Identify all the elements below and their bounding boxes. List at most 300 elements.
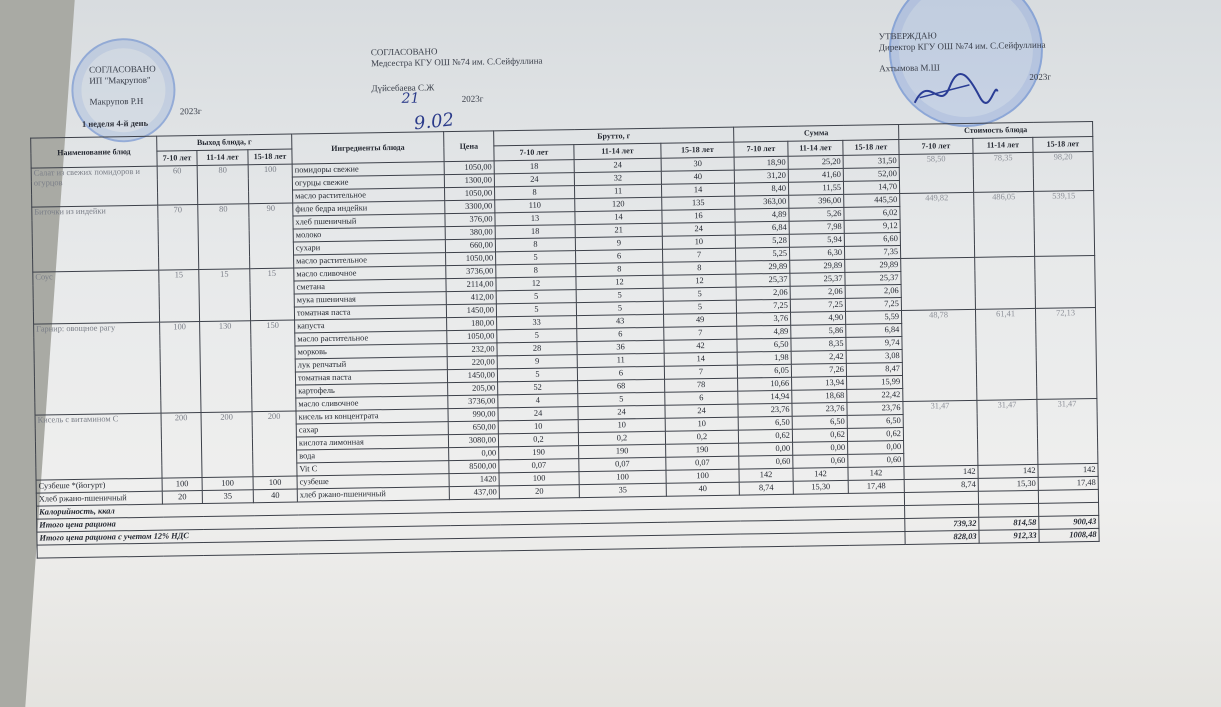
dish-name: Сузбеше *(йогурт) — [36, 478, 162, 493]
ingredient-gross: 5 — [663, 287, 736, 301]
ingredient-gross: 49 — [664, 313, 737, 327]
ingredient-sum: 142 — [848, 466, 904, 480]
ingredient-gross: 190 — [499, 446, 579, 460]
ingredient-gross: 5 — [496, 251, 576, 265]
ingredient-sum: 10,66 — [738, 377, 792, 391]
ingredient-price: 3736,00 — [448, 395, 498, 409]
ingredient-sum: 6,02 — [844, 207, 900, 221]
ingredient-sum: 25,37 — [790, 272, 845, 286]
ingredient-name: капуста — [295, 318, 447, 333]
ingredient-sum: 7,35 — [844, 246, 900, 260]
ingredient-gross: 9 — [575, 236, 662, 250]
ingredient-gross: 42 — [664, 339, 737, 353]
ingredient-sum: 0,62 — [847, 427, 903, 441]
ingredient-sum: 31,50 — [843, 155, 899, 169]
ingredient-sum: 2,06 — [736, 286, 790, 300]
ingredient-gross: 14 — [575, 210, 662, 224]
dish-cost: 58,50 — [899, 153, 974, 193]
header-age: 15-18 лет — [248, 149, 292, 165]
dish-cost — [1035, 255, 1096, 308]
ingredient-gross: 10 — [498, 420, 578, 434]
ingredient-sum: 6,84 — [735, 221, 789, 235]
ingredient-sum: 23,76 — [792, 402, 847, 416]
ingredient-price: 1450,00 — [446, 304, 496, 318]
dish-output: 200 — [252, 411, 297, 477]
header-age: 15-18 лет — [1033, 136, 1093, 152]
ingredient-price: 650,00 — [448, 421, 498, 435]
dish-name: Кисель с витамином С — [35, 413, 162, 480]
ingredient-gross: 8 — [576, 262, 663, 276]
ingredient-gross: 100 — [499, 472, 579, 486]
dish-output: 70 — [158, 205, 199, 271]
ingredient-sum: 142 — [793, 467, 848, 481]
ingredient-sum: 23,76 — [738, 403, 792, 417]
ingredient-gross: 14 — [661, 183, 734, 197]
ingredient-gross: 68 — [578, 379, 665, 393]
dish-output: 200 — [161, 413, 202, 479]
ingredient-gross: 5 — [497, 329, 577, 343]
dish-output: 90 — [249, 203, 294, 269]
ingredient-gross: 33 — [497, 316, 577, 330]
ingredient-sum: 7,25 — [736, 299, 790, 313]
dish-cost — [975, 256, 1036, 309]
ingredient-sum: 396,00 — [789, 194, 844, 208]
total-row-value — [1039, 502, 1099, 516]
header-age: 7-10 лет — [734, 141, 788, 157]
ingredient-gross: 8 — [496, 264, 576, 278]
ingredient-gross: 6 — [576, 249, 663, 263]
dish-output: 35 — [202, 490, 253, 504]
total-row-value — [905, 504, 979, 518]
dish-output: 80 — [198, 204, 250, 270]
ingredient-name: помидоры свежие — [292, 162, 444, 177]
dish-cost: 539,15 — [1034, 190, 1095, 256]
ingredient-gross: 35 — [579, 483, 666, 497]
ingredient-sum: 22,42 — [847, 388, 903, 402]
approval-mid-date-row — [372, 92, 544, 107]
calories-row-value — [978, 490, 1038, 504]
ingredient-sum: 31,20 — [734, 169, 788, 183]
ingredient-price: 1050,00 — [447, 330, 497, 344]
ingredient-gross: 32 — [574, 171, 661, 185]
total-row-value — [979, 503, 1039, 517]
dish-cost: 31,47 — [1037, 398, 1098, 464]
approval-left-date: 2023г — [179, 105, 202, 117]
ingredient-price: 0,00 — [449, 447, 499, 461]
dish-name: Гарнир: овощное рагу — [34, 322, 161, 415]
ingredient-gross: 7 — [664, 365, 737, 379]
ingredient-sum: 6,60 — [844, 233, 900, 247]
header-age: 7-10 лет — [494, 145, 574, 161]
ingredient-gross: 6 — [577, 366, 664, 380]
ingredient-gross: 5 — [497, 368, 577, 382]
ingredient-name: хлеб пшеничный — [293, 214, 445, 229]
ingredient-sum: 14,94 — [738, 390, 792, 404]
ingredient-sum: 0,00 — [739, 442, 793, 456]
ingredient-gross: 5 — [576, 301, 663, 315]
ingredient-sum: 142 — [739, 468, 793, 482]
ingredient-sum: 25,20 — [788, 155, 843, 169]
header-age: 11-14 лет — [574, 143, 661, 159]
ingredient-sum: 2,42 — [791, 350, 846, 364]
ingredient-name: картофель — [296, 383, 448, 398]
ingredient-sum: 5,28 — [735, 234, 789, 248]
ingredient-sum: 1,98 — [737, 351, 791, 365]
ingredient-gross: 21 — [575, 223, 662, 237]
ingredient-sum: 0,60 — [848, 453, 904, 467]
ingredient-sum: 6,84 — [846, 324, 902, 338]
ingredient-gross: 13 — [495, 212, 575, 226]
ingredient-price: 8500,00 — [449, 460, 499, 474]
dish-output: 60 — [157, 166, 198, 206]
ingredient-gross: 190 — [579, 444, 666, 458]
ingredient-gross: 16 — [662, 209, 735, 223]
ingredient-sum: 6,30 — [789, 246, 844, 260]
header-sum: Сумма — [734, 125, 899, 143]
ingredient-price: 205,00 — [448, 382, 498, 396]
ingredient-gross: 12 — [496, 277, 576, 291]
header-age: 11-14 лет — [197, 150, 248, 166]
ingredient-gross: 40 — [666, 482, 739, 496]
ingredient-price: 3080,00 — [448, 434, 498, 448]
ingredient-price: 1300,00 — [444, 174, 494, 188]
dish-cost: 15,30 — [978, 477, 1038, 491]
ingredient-gross: 7 — [664, 326, 737, 340]
total-vat-row-value: 739,32 — [905, 517, 979, 531]
dish-output: 40 — [253, 489, 297, 503]
dish-output: 100 — [253, 476, 297, 490]
total-vat-row-value: 900,43 — [1039, 515, 1099, 529]
ingredient-name: молоко — [293, 227, 445, 242]
ingredient-sum: 5,26 — [789, 207, 844, 221]
ingredient-name: масло сливочное — [296, 396, 448, 411]
dish-name: Соус — [33, 270, 160, 324]
ingredient-sum: 5,86 — [791, 324, 846, 338]
ingredient-gross: 6 — [577, 327, 664, 341]
ingredient-name: масло растительное — [293, 188, 445, 203]
ingredient-sum: 0,60 — [739, 455, 793, 469]
ingredient-price: 376,00 — [445, 213, 495, 227]
header-age: 11-14 лет — [973, 137, 1033, 153]
header-dish-name: Наименование блюд — [31, 136, 157, 168]
ingredient-sum: 23,76 — [847, 401, 903, 415]
ingredient-name: масло растительное — [295, 331, 447, 346]
ingredient-name: масло сливочное — [294, 266, 446, 281]
dish-output: 100 — [202, 477, 253, 491]
approval-left-person: Макрупов Р.Н — [89, 95, 144, 107]
ingredient-gross: 0,2 — [498, 433, 578, 447]
ingredient-sum: 25,37 — [736, 273, 790, 287]
ingredient-gross: 24 — [665, 404, 738, 418]
ingredient-price: 1050,00 — [444, 161, 494, 175]
ingredient-gross: 20 — [499, 485, 579, 499]
ingredient-gross: 8 — [495, 238, 575, 252]
ingredient-gross: 100 — [579, 470, 666, 484]
ingredient-sum: 8,74 — [739, 481, 793, 495]
dish-cost: 142 — [1038, 463, 1098, 477]
dish-cost: 31,47 — [977, 399, 1038, 465]
ingredient-sum: 4,89 — [737, 325, 791, 339]
ingredient-sum: 3,76 — [737, 312, 791, 326]
ingredient-gross: 0,07 — [579, 457, 666, 471]
ingredient-sum: 3,08 — [846, 349, 902, 363]
ingredient-price: 1420 — [449, 473, 499, 487]
dish-cost: 98,20 — [1033, 151, 1094, 191]
ingredient-gross: 43 — [577, 314, 664, 328]
ingredient-gross: 9 — [497, 355, 577, 369]
ingredient-gross: 5 — [496, 290, 576, 304]
approval-mid-title: СОГЛАСОВАНО — [370, 46, 438, 58]
ingredient-name: сузбеше — [297, 474, 449, 489]
ingredient-gross: 0,2 — [665, 430, 738, 444]
ingredient-sum: 0,62 — [792, 428, 847, 442]
dish-output: 200 — [201, 412, 253, 478]
ingredient-sum: 15,99 — [847, 375, 903, 389]
ingredient-sum: 5,94 — [789, 233, 844, 247]
ingredient-sum: 5,59 — [845, 311, 901, 325]
ingredient-gross: 8 — [494, 186, 574, 200]
ingredient-sum: 41,60 — [788, 168, 843, 182]
ingredient-name: сухари — [293, 240, 445, 255]
ingredient-gross: 0,07 — [666, 456, 739, 470]
ingredient-price: 180,00 — [447, 317, 497, 331]
ingredient-name: хлеб ржано-пшеничный — [297, 487, 449, 502]
ingredient-price: 3736,00 — [446, 265, 496, 279]
ingredient-name: сметана — [294, 279, 446, 294]
ingredient-sum: 11,55 — [788, 181, 843, 195]
ingredient-sum: 6,50 — [847, 414, 903, 428]
calories-row-label: Калорийность, ккал — [36, 492, 904, 519]
ingredient-name: томатная паста — [294, 305, 446, 320]
ingredient-name: Vit C — [297, 461, 449, 476]
header-age: 7-10 лет — [157, 151, 197, 167]
ingredient-sum: 7,25 — [845, 298, 901, 312]
dish-cost — [901, 257, 976, 310]
ingredient-gross: 78 — [665, 378, 738, 392]
dish-name: Салат из свежих помидоров и огурцов — [31, 166, 158, 207]
approval-left-title: СОГЛАСОВАНО — [89, 63, 156, 75]
ingredient-gross: 0,07 — [499, 459, 579, 473]
header-age: 7-10 лет — [899, 138, 973, 154]
ingredient-name: лук репчатый — [295, 357, 447, 372]
header-age: 15-18 лет — [843, 140, 899, 156]
total-vat-values-row-value: 828,03 — [905, 530, 979, 544]
approval-right-title: УТВЕРЖДАЮ — [878, 30, 937, 42]
ingredient-sum: 6,50 — [737, 338, 791, 352]
ingredient-name: вода — [297, 448, 449, 463]
calories-row-value — [904, 491, 978, 505]
ingredient-gross: 135 — [662, 196, 735, 210]
dish-output: 15 — [199, 269, 251, 322]
ingredient-sum: 2,06 — [790, 285, 845, 299]
dish-output: 80 — [197, 165, 249, 205]
ingredient-sum: 7,25 — [790, 298, 845, 312]
dish-cost: 142 — [978, 464, 1038, 478]
ingredient-gross: 5 — [663, 300, 736, 314]
ingredient-sum: 8,35 — [791, 337, 846, 351]
ingredient-name: сахар — [296, 422, 448, 437]
ingredient-name: кисель из концентрата — [296, 409, 448, 424]
header-ingredients: Ингредиенты блюда — [292, 132, 444, 164]
ingredient-sum: 6,05 — [737, 364, 791, 378]
dish-cost: 72,13 — [1035, 307, 1096, 399]
dish-output: 100 — [160, 322, 201, 414]
ingredient-gross: 110 — [495, 199, 575, 213]
total-row-label: Итого цена рациона — [37, 505, 905, 532]
ingredient-sum: 445,50 — [844, 194, 900, 208]
approval-right-person: Ахтымова М.Ш — [879, 62, 940, 74]
ingredient-sum: 7,26 — [791, 363, 846, 377]
ingredient-sum: 25,37 — [845, 272, 901, 286]
approval-mid — [371, 45, 543, 107]
dish-cost: 8,74 — [904, 478, 978, 492]
ingredient-sum: 4,89 — [735, 208, 789, 222]
ingredient-sum: 6,50 — [738, 416, 792, 430]
ingredient-sum: 5,25 — [735, 247, 789, 261]
dish-output: 20 — [162, 491, 202, 505]
ingredient-name: масло растительное — [294, 253, 446, 268]
ingredient-gross: 10 — [665, 417, 738, 431]
dish-cost: 142 — [904, 465, 978, 479]
ingredient-sum: 0,60 — [793, 454, 848, 468]
ingredient-price: 412,00 — [446, 291, 496, 305]
total-vat-row-label: Итого цена рациона с учетом 12% НДС — [37, 518, 905, 545]
approval-mid-person: Дүйсебаева С.Ж — [371, 82, 435, 94]
ingredient-gross: 10 — [662, 235, 735, 249]
approval-right-line: Директор КГУ ОШ №74 им. С.Сейфуллина — [878, 39, 1046, 53]
ingredient-gross: 24 — [578, 405, 665, 419]
dish-cost: 486,05 — [974, 191, 1035, 257]
ingredient-price: 1050,00 — [445, 187, 495, 201]
dish-output: 100 — [162, 478, 202, 492]
ingredient-sum: 9,12 — [844, 220, 900, 234]
dish-output: 15 — [250, 268, 295, 321]
dish-cost: 48,78 — [901, 309, 976, 401]
total-vat-values-row-value: 912,33 — [979, 529, 1039, 543]
ingredient-gross: 6 — [665, 391, 738, 405]
approval-right-date: 2023г — [1029, 71, 1052, 82]
dish-cost: 61,41 — [975, 308, 1036, 400]
ingredient-sum: 29,89 — [790, 259, 845, 273]
header-price: Цена — [444, 131, 494, 162]
header-output: Выход блюда, г — [157, 134, 292, 151]
ingredient-gross: 36 — [577, 340, 664, 354]
ingredient-sum: 4,90 — [791, 311, 846, 325]
approval-mid-date: 2023г — [461, 93, 484, 104]
menu-body — [31, 151, 1099, 558]
ingredient-price: 990,00 — [448, 408, 498, 422]
dish-output: 100 — [248, 164, 293, 204]
ingredient-sum: 6,50 — [792, 415, 847, 429]
ingredient-price: 1450,00 — [447, 369, 497, 383]
dish-cost: 449,82 — [900, 192, 975, 258]
ingredient-gross: 7 — [662, 248, 735, 262]
ingredient-sum: 2,06 — [845, 285, 901, 299]
ingredient-name: филе бедра индейки — [293, 201, 445, 216]
ingredient-sum: 52,00 — [843, 168, 899, 182]
ingredient-name: морковь — [295, 344, 447, 359]
calories-row-value — [1038, 489, 1098, 503]
ingredient-sum: 0,00 — [848, 440, 904, 454]
ingredient-sum: 0,00 — [793, 441, 848, 455]
ingredient-gross: 11 — [574, 184, 661, 198]
ingredient-price: 3300,00 — [445, 200, 495, 214]
ingredient-sum: 17,48 — [848, 479, 904, 493]
day-label: 1 неделя 4-й день — [81, 117, 149, 129]
dish-output: 15 — [159, 270, 200, 323]
ingredient-sum: 29,89 — [736, 260, 790, 274]
ingredient-sum: 363,00 — [735, 195, 789, 209]
ingredient-price: 437,00 — [449, 486, 499, 500]
ingredient-sum: 18,90 — [734, 156, 788, 170]
ingredient-sum: 14,70 — [843, 181, 899, 195]
header-age: 11-14 лет — [788, 140, 843, 156]
ingredient-name: огурцы свежие — [292, 175, 444, 190]
header-gross: Брутто, г — [494, 127, 734, 146]
header-dish-cost: Стоимость блюда — [899, 121, 1093, 139]
signature-icon — [909, 66, 1000, 117]
dish-cost: 31,47 — [903, 400, 978, 466]
header-age: 15-18 лет — [661, 142, 734, 158]
ingredient-gross: 24 — [574, 158, 661, 172]
ingredient-gross: 24 — [662, 222, 735, 236]
ingredient-gross: 10 — [578, 418, 665, 432]
ingredient-sum: 8,40 — [734, 182, 788, 196]
menu-table — [30, 121, 1099, 559]
dish-name: Хлеб ржано-пшеничный — [36, 491, 162, 506]
ingredient-gross: 40 — [661, 170, 734, 184]
menu-sheet — [8, 0, 1221, 707]
total-vat-row-value: 814,58 — [979, 516, 1039, 530]
ingredient-price: 1050,00 — [446, 252, 496, 266]
ingredient-name: кислота лимонная — [296, 435, 448, 450]
dish-name: Биточки из индейки — [32, 205, 159, 272]
ingredient-name: томатная паста — [295, 370, 447, 385]
dish-output: 130 — [200, 321, 252, 413]
dish-cost: 17,48 — [1038, 476, 1098, 490]
total-vat-values-row-value: 1008,48 — [1039, 528, 1099, 542]
ingredient-sum: 29,89 — [845, 259, 901, 273]
ingredient-gross: 4 — [498, 394, 578, 408]
ingredient-sum: 15,30 — [793, 480, 848, 494]
ingredient-price: 660,00 — [445, 239, 495, 253]
ingredient-gross: 18 — [494, 160, 574, 174]
ingredient-gross: 100 — [666, 469, 739, 483]
ingredient-gross: 52 — [498, 381, 578, 395]
ingredient-gross: 12 — [576, 275, 663, 289]
handwritten-day: 21 — [401, 90, 420, 107]
ingredient-gross: 5 — [576, 288, 663, 302]
ingredient-gross: 30 — [661, 157, 734, 171]
ingredient-gross: 28 — [497, 342, 577, 356]
dish-output: 150 — [251, 320, 296, 412]
approval-left — [89, 63, 202, 119]
ingredient-name: мука пшеничная — [294, 292, 446, 307]
ingredient-gross: 24 — [498, 407, 578, 421]
ingredient-gross: 5 — [578, 392, 665, 406]
ingredient-sum: 18,68 — [792, 389, 847, 403]
approval-left-org: ИП "Мақрупов" — [89, 74, 151, 86]
approval-mid-line: Медсестра КГУ ОШ №74 им. С.Сейфуллина — [370, 55, 543, 69]
ingredient-sum: 0,62 — [738, 429, 792, 443]
handwritten-date: 9.02 — [412, 109, 456, 135]
ingredient-price: 2114,00 — [446, 278, 496, 292]
ingredient-gross: 190 — [666, 443, 739, 457]
ingredient-sum: 9,74 — [846, 337, 902, 351]
ingredient-price: 220,00 — [447, 356, 497, 370]
ingredient-sum: 8,47 — [846, 362, 902, 376]
ingredient-gross: 120 — [575, 197, 662, 211]
